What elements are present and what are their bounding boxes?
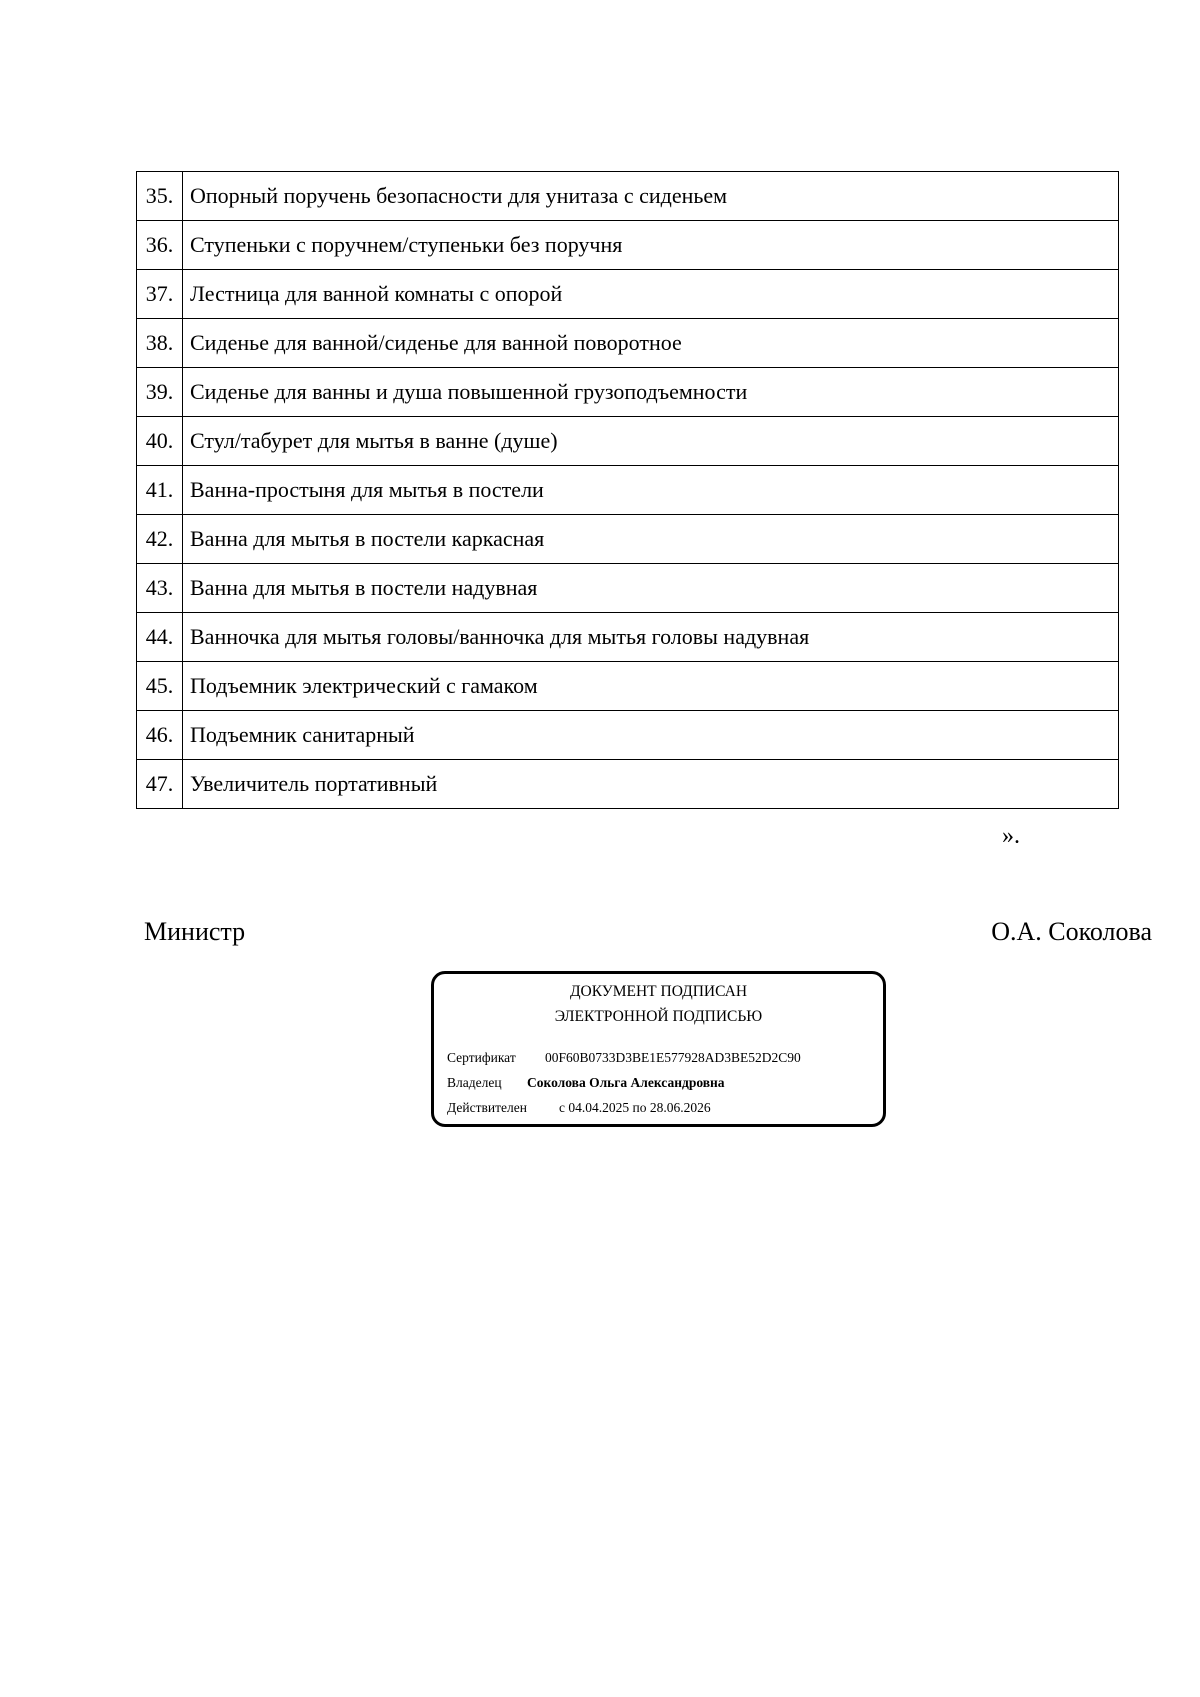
table-row [137, 221, 1119, 270]
stamp-certificate-value: 00F60B0733D3BE1E577928AD3BE52D2C90 [545, 1050, 801, 1065]
items-table [136, 171, 1119, 809]
table-row [137, 711, 1119, 760]
item-number: 39. [137, 368, 183, 417]
item-name: Лестница для ванной комнаты с опорой [183, 270, 1119, 319]
table-row [137, 760, 1119, 809]
stamp-certificate-row [447, 1050, 801, 1066]
electronic-signature-stamp [431, 971, 886, 1127]
item-number: 41. [137, 466, 183, 515]
stamp-owner-label: Владелец [447, 1075, 502, 1090]
table-row [137, 270, 1119, 319]
stamp-valid-from-word: с [559, 1100, 565, 1115]
table-row [137, 613, 1119, 662]
table-row [137, 417, 1119, 466]
table-row [137, 564, 1119, 613]
signatory-title: Министр [144, 917, 246, 946]
item-name: Ванна-простыня для мытья в постели [183, 466, 1119, 515]
item-number: 35. [137, 172, 183, 221]
item-name: Стул/табурет для мытья в ванне (душе) [183, 417, 1119, 466]
item-number: 46. [137, 711, 183, 760]
item-name: Ванна для мытья в постели каркасная [183, 515, 1119, 564]
item-name: Подъемник санитарный [183, 711, 1119, 760]
stamp-owner-value: Соколова Ольга Александровна [527, 1075, 725, 1090]
item-name: Сиденье для ванной/сиденье для ванной поворотное [183, 319, 1119, 368]
item-number: 42. [137, 515, 183, 564]
table-row [137, 319, 1119, 368]
item-name: Ванна для мытья в постели надувная [183, 564, 1119, 613]
table-row [137, 172, 1119, 221]
stamp-certificate-label: Сертификат [447, 1050, 516, 1065]
signatory-name: О.А. Соколова [991, 917, 1152, 946]
stamp-valid-to: 28.06.2026 [649, 1100, 711, 1115]
stamp-owner-row [447, 1075, 725, 1091]
item-number: 36. [137, 221, 183, 270]
item-number: 43. [137, 564, 183, 613]
stamp-valid-to-word: по [632, 1100, 647, 1115]
item-number: 40. [137, 417, 183, 466]
item-name: Увеличитель портативный [183, 760, 1119, 809]
item-number: 37. [137, 270, 183, 319]
item-name: Подъемник электрический с гамаком [183, 662, 1119, 711]
table-row [137, 662, 1119, 711]
item-number: 45. [137, 662, 183, 711]
table-row [137, 466, 1119, 515]
item-name: Опорный поручень безопасности для унитаза с сиденьем [183, 172, 1119, 221]
item-number: 38. [137, 319, 183, 368]
stamp-valid-from: 04.04.2025 [568, 1100, 630, 1115]
stamp-header-line1: ДОКУМЕНТ ПОДПИСАН [569, 983, 748, 1000]
item-number: 44. [137, 613, 183, 662]
item-name: Сиденье для ванны и душа повышенной грузоподъемности [183, 368, 1119, 417]
item-name: Ступеньки с поручнем/ступеньки без поручня [183, 221, 1119, 270]
closing-quote: ». [1002, 823, 1020, 849]
item-name: Ванночка для мытья головы/ванночка для мытья головы надувная [183, 613, 1119, 662]
stamp-validity-label: Действителен [447, 1100, 527, 1115]
items-table-body [137, 172, 1119, 809]
stamp-validity-row [447, 1100, 711, 1116]
item-number: 47. [137, 760, 183, 809]
table-row [137, 368, 1119, 417]
stamp-header-line2: ЭЛЕКТРОННОЙ ПОДПИСЬЮ [554, 1008, 763, 1025]
table-row [137, 515, 1119, 564]
